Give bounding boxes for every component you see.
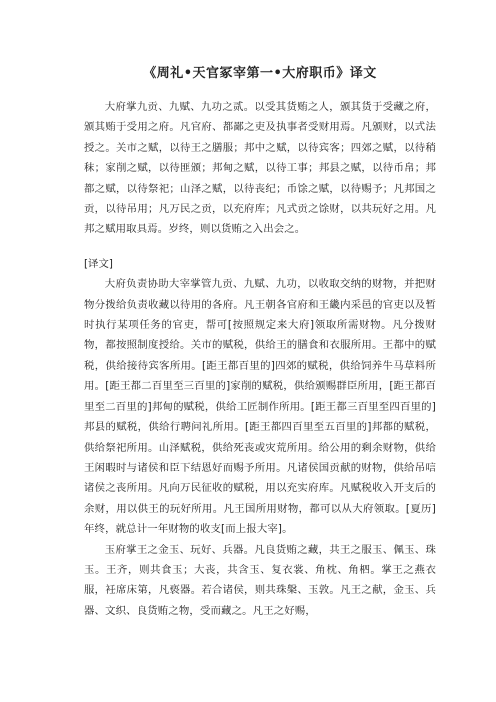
translation-paragraph: 大府负责协助大宰掌管九贡、九赋、九功，以收取交纳的财物，并把财物分拨给负责收藏以待用的各府。凡王朝各官府和王畿内采邑的官吏以及暂时执行某项任务的官吏，帮可[按照规定来大府]领取所需财物。凡分拨财物，都按照制度授给。关市的赋税，供给王的膳食和衣服所用。王都中的赋税，供给接待宾客所用。[距王都百里的]四郊的赋税，供给饲养牛马草料所用。[距王都二百里至三百里的]家削的赋税，供给颁赐群臣所用，[距王都百里至二百里的]邦甸的赋税，供给工匠制作所用。[距王都三百里至四百里的]邦县的赋税，供给行聘问礼所用。[距王都四百里至五百里的]邦都的赋税，供给祭祀所用。山泽赋税，供给死丧或灾荒所用。给公用的剩余财物，供给王闲暇时与诸侯和臣下结恩好而赐予所用。凡诸侯国贡献的财物，供给吊唁诸侯之丧所用。凡向万民征收的赋税，用以充实府库。凡赋税收入开支后的余财，用以供王的玩好所用。凡王国所用财物，都可以从大府领取。[夏历]年终，就总计一年财物的收支[而上报大宰]。 [84, 278, 436, 536]
section-spacer [84, 240, 436, 254]
document-title: 《周礼•天官冢宰第一•大府职币》译文 [143, 66, 377, 81]
original-text-paragraph: 大府掌九贡、九赋、九功之贰。以受其货贿之人，颁其货于受藏之府，颁其贿于受用之府。凡官府、都鄙之吏及执事者受财用焉。凡颁财，以式法授之。关市之赋，以待王之膳服；邦中之赋，以待宾客；四郊之赋，以待稍秣；家削之赋，以待匪颁；邦甸之赋，以待工事；邦县之赋，以待币帛；邦都之赋，以待祭祀；山泽之赋，以待丧纪；币馀之赋，以待赐予；凡邦国之贡，以待吊用；凡万民之贡，以充府库；凡式贡之馀财，以共玩好之用。凡邦之赋用取具焉。岁终，则以货贿之入出会之。 [84, 101, 436, 236]
translation-label: [译文] [84, 257, 113, 270]
original-text-paragraph-2: 玉府掌王之金玉、玩好、兵器。凡良货贿之藏，共王之服玉、佩玉、珠玉。王齐，则共食玉；大丧，共含玉、复衣裳、角枕、角柶。掌王之燕衣服，衽席床第，凡亵器。若合诸侯，则共珠槃、玉敦。凡王之献，金玉、兵器、文织、良货贿之物，受而藏之。凡王之好赐， [84, 543, 436, 617]
